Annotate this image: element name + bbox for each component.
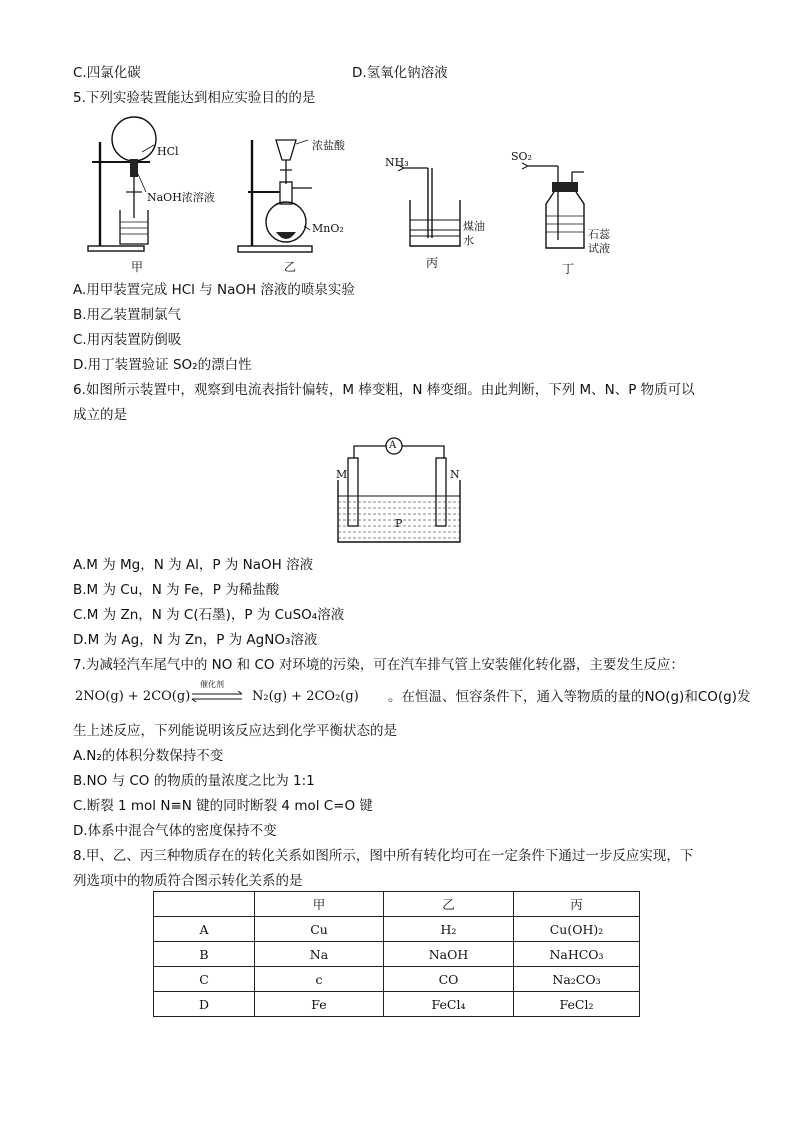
table-header-cell: 甲 (255, 892, 384, 917)
q7-option-a: A.N₂的体积分数保持不变 (73, 748, 224, 764)
q7-stem-line-1: 7.为减轻汽车尾气中的 NO 和 CO 对环境的污染，可在汽车排气管上安装催化转化器，主要发生反应： (73, 657, 684, 673)
q6-stem-line-2: 成立的是 (73, 407, 127, 423)
q6-option-b: B.M 为 Cu，N 为 Fe，P 为稀盐酸 (73, 582, 280, 598)
q8-options-table (153, 891, 640, 1017)
table-cell: NaHCO₃ (514, 942, 640, 967)
fig-yi-caption: 乙 (284, 260, 297, 274)
fig-bing-oil-label: 煤油 (463, 220, 485, 233)
table-cell: c (255, 967, 384, 992)
q5-option-d: D.用丁装置验证 SO₂的漂白性 (73, 357, 252, 373)
q5-option-b: B.用乙装置制氯气 (73, 307, 182, 323)
q5-option-a: A.用甲装置完成 HCl 与 NaOH 溶液的喷泉实验 (73, 282, 355, 298)
table-row (154, 992, 640, 1017)
q5-option-c: C.用丙装置防倒吸 (73, 332, 182, 348)
table-row (154, 967, 640, 992)
q7-equation-right: N₂(g) + 2CO₂(g) (252, 689, 359, 704)
q5-stem: 5.下列实验装置能达到相应实验目的的是 (73, 90, 316, 106)
fig-bing-nh3-label: NH₃ (385, 156, 409, 169)
fig-bing-water-label: 水 (463, 234, 474, 247)
q7-reversible-arrow (188, 680, 246, 705)
fig-yi-mno2-label: MnO₂ (312, 222, 344, 235)
table-cell: FeCl₄ (384, 992, 514, 1017)
fig-jia-fountain-apparatus (76, 112, 236, 262)
q7-option-d: D.体系中混合气体的密度保持不变 (73, 823, 277, 839)
table-cell: Na₂CO₃ (514, 967, 640, 992)
fig-ding-caption: 丁 (562, 262, 575, 276)
q6-n-label: N (450, 468, 460, 481)
q6-galvanic-cell-diagram (334, 436, 464, 548)
table-row (154, 942, 640, 967)
q7-catalyst-label: 催化剂 (200, 680, 224, 689)
table-cell: C (154, 967, 255, 992)
fig-jia-hcl-label: HCl (157, 145, 179, 158)
table-cell: H₂ (384, 917, 514, 942)
table-header-cell (154, 892, 255, 917)
table-header-cell: 乙 (384, 892, 514, 917)
q6-p-label: P (395, 517, 403, 530)
q7-stem-line-2-tail: 。在恒温、恒容条件下，通入等物质的量的NO(g)和CO(g)发 (388, 689, 751, 705)
fig-yi-acid-label: 浓盐酸 (312, 139, 345, 152)
q7-stem-line-3: 生上述反应，下列能说明该反应达到化学平衡状态的是 (73, 723, 397, 739)
q6-ammeter-label: A (389, 440, 397, 451)
table-cell: B (154, 942, 255, 967)
fig-ding-litmus-label-1: 石蕊 (588, 228, 610, 241)
fig-ding-so2-label: SO₂ (511, 150, 532, 163)
table-cell: A (154, 917, 255, 942)
table-cell: Cu(OH)₂ (514, 917, 640, 942)
table-cell: D (154, 992, 255, 1017)
table-cell: Na (255, 942, 384, 967)
q4-option-c: C.四氯化碳 (73, 65, 141, 81)
q6-m-label: M (336, 468, 348, 481)
q8-stem-line-1: 8.甲、乙、丙三种物质存在的转化关系如图所示，图中所有转化均可在一定条件下通过一步反应实现，下 (73, 848, 694, 864)
q8-stem-line-2: 列选项中的物质符合图示转化关系的是 (73, 873, 303, 889)
q4-option-d: D.氢氧化钠溶液 (352, 65, 448, 81)
table-cell: FeCl₂ (514, 992, 640, 1017)
table-cell: Cu (255, 917, 384, 942)
q6-option-d: D.M 为 Ag，N 为 Zn，P 为 AgNO₃溶液 (73, 632, 318, 648)
q7-option-c: C.断裂 1 mol N≡N 键的同时断裂 4 mol C=O 键 (73, 798, 373, 814)
fig-ding-litmus-label-2: 试液 (588, 242, 610, 255)
table-header-cell: 丙 (514, 892, 640, 917)
table-row (154, 917, 640, 942)
fig-bing-caption: 丙 (426, 256, 439, 270)
q6-option-a: A.M 为 Mg，N 为 Al，P 为 NaOH 溶液 (73, 557, 314, 573)
fig-jia-caption: 甲 (131, 260, 144, 274)
q7-option-b: B.NO 与 CO 的物质的量浓度之比为 1:1 (73, 773, 315, 789)
table-cell: CO (384, 967, 514, 992)
table-cell: NaOH (384, 942, 514, 967)
q6-stem-line-1: 6.如图所示装置中，观察到电流表指针偏转，M 棒变粗，N 棒变细。由此判断，下列 M、N、P 物质可以 (73, 382, 695, 398)
table-header-row (154, 892, 640, 917)
q7-equation-left: 2NO(g) + 2CO(g) (75, 689, 191, 704)
fig-jia-naoh-label: NaOH浓溶液 (147, 191, 215, 204)
table-cell: Fe (255, 992, 384, 1017)
q6-option-c: C.M 为 Zn，N 为 C(石墨)，P 为 CuSO₄溶液 (73, 607, 345, 623)
